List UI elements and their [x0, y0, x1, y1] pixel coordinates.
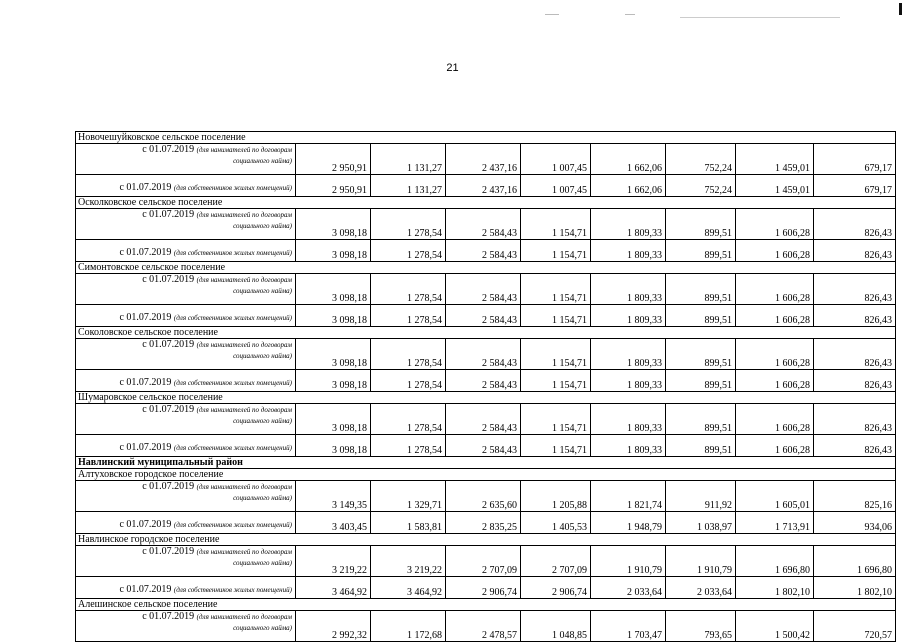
row-label — [76, 404, 296, 435]
tariff-value: 1 154,71 — [521, 274, 591, 305]
tariff-value: 899,51 — [666, 435, 736, 457]
tariff-value: 1 278,54 — [371, 274, 446, 305]
tariff-value: 1 809,33 — [591, 339, 666, 370]
tariff-table — [75, 131, 896, 642]
settlement-title: Осколковское сельское поселение — [76, 197, 896, 209]
row-label — [76, 546, 296, 577]
row-label — [76, 370, 296, 392]
settlement-title: Алтуховское городское поселение — [76, 469, 896, 481]
tariff-value: 1 809,33 — [591, 305, 666, 327]
tariff-value: 1 821,74 — [591, 481, 666, 512]
tariff-value: 3 098,18 — [296, 404, 371, 435]
owners-note: (для собственников жилых помещений) — [173, 184, 292, 192]
settlement-header-row — [76, 599, 896, 611]
tariff-value: 3 098,18 — [296, 209, 371, 240]
tenants-note-line1: (для нанимателей по договорам — [196, 276, 292, 284]
owners-tariff-row — [76, 305, 896, 327]
tariff-value: 1 910,79 — [591, 546, 666, 577]
tariff-value: 3 219,22 — [296, 546, 371, 577]
settlement-title: Алешинское сельское поселение — [76, 599, 896, 611]
tariff-value: 2 033,64 — [666, 577, 736, 599]
tenants-tariff-row — [76, 611, 896, 642]
tariff-value: 1 583,81 — [371, 512, 446, 534]
row-label — [76, 175, 296, 197]
tariff-value: 899,51 — [666, 240, 736, 262]
tariff-value: 2 478,57 — [446, 611, 521, 642]
tariff-value: 1 154,71 — [521, 435, 591, 457]
tariff-value: 1 131,27 — [371, 175, 446, 197]
date-prefix: с 01.07.2019 — [119, 312, 172, 323]
tariff-value: 1 278,54 — [371, 404, 446, 435]
owners-note: (для собственников жилых помещений) — [173, 314, 292, 322]
tariff-value: 1 007,45 — [521, 144, 591, 175]
tariff-value: 899,51 — [666, 209, 736, 240]
tariff-value: 1 154,71 — [521, 339, 591, 370]
tariff-value: 2 584,43 — [446, 240, 521, 262]
tariff-value: 1 662,06 — [591, 175, 666, 197]
tariff-value: 899,51 — [666, 274, 736, 305]
tariff-value: 826,43 — [814, 240, 896, 262]
tariff-value: 1 662,06 — [591, 144, 666, 175]
settlement-header-row — [76, 132, 896, 144]
tenants-note-line1: (для нанимателей по договорам — [196, 341, 292, 349]
tariff-value: 1 038,97 — [666, 512, 736, 534]
tariff-value: 679,17 — [814, 144, 896, 175]
tariff-value: 1 605,01 — [736, 481, 814, 512]
tariff-value: 2 584,43 — [446, 274, 521, 305]
tariff-value: 2 584,43 — [446, 305, 521, 327]
owners-tariff-row — [76, 577, 896, 599]
tariff-value: 1 154,71 — [521, 240, 591, 262]
tariff-value: 1 809,33 — [591, 370, 666, 392]
page-number: 21 — [446, 62, 459, 74]
tariff-value: 2 906,74 — [521, 577, 591, 599]
tariff-value: 826,43 — [814, 274, 896, 305]
tariff-value: 1 459,01 — [736, 175, 814, 197]
settlement-title: Шумаровское сельское поселение — [76, 392, 896, 404]
row-label — [76, 305, 296, 327]
tariff-value: 1 809,33 — [591, 240, 666, 262]
tenants-tariff-row — [76, 144, 896, 175]
tariff-value: 2 437,16 — [446, 175, 521, 197]
date-prefix: с 01.07.2019 — [119, 584, 172, 595]
tariff-value: 1 809,33 — [591, 274, 666, 305]
tariff-value: 1 948,79 — [591, 512, 666, 534]
tariff-value: 1 154,71 — [521, 305, 591, 327]
settlement-header-row — [76, 469, 896, 481]
tariff-value: 826,43 — [814, 305, 896, 327]
owners-note: (для собственников жилых помещений) — [173, 444, 292, 452]
tariff-value: 826,43 — [814, 404, 896, 435]
tenants-note-line1: (для нанимателей по договорам — [196, 613, 292, 621]
tariff-value: 1 809,33 — [591, 209, 666, 240]
settlement-header-row — [76, 392, 896, 404]
tariff-value: 1 696,80 — [736, 546, 814, 577]
date-prefix: с 01.07.2019 — [142, 144, 195, 155]
tariff-value: 1 606,28 — [736, 339, 814, 370]
tariff-value: 1 713,91 — [736, 512, 814, 534]
tariff-value: 1 278,54 — [371, 240, 446, 262]
settlement-title: Новочешуйковское сельское поселение — [76, 132, 896, 144]
tariff-value: 3 149,35 — [296, 481, 371, 512]
owners-tariff-row — [76, 240, 896, 262]
tariff-value: 3 403,45 — [296, 512, 371, 534]
tenants-note-line2: социального найма) — [233, 157, 292, 165]
tariff-value: 2 437,16 — [446, 144, 521, 175]
tenants-tariff-row — [76, 404, 896, 435]
tariff-value: 2 707,09 — [446, 546, 521, 577]
settlement-title: Симонтовское сельское поселение — [76, 262, 896, 274]
settlement-header-row — [76, 197, 896, 209]
tariff-value: 899,51 — [666, 404, 736, 435]
tariff-value: 1 278,54 — [371, 209, 446, 240]
tenants-tariff-row — [76, 481, 896, 512]
tariff-value: 1 809,33 — [591, 435, 666, 457]
tenants-note-line2: социального найма) — [233, 417, 292, 425]
tariff-value: 3 098,18 — [296, 339, 371, 370]
tariff-value: 1 405,53 — [521, 512, 591, 534]
row-label — [76, 144, 296, 175]
tenants-note-line1: (для нанимателей по договорам — [196, 406, 292, 414]
tariff-value: 1 278,54 — [371, 370, 446, 392]
row-label — [76, 339, 296, 370]
tariff-value: 1 606,28 — [736, 370, 814, 392]
tariff-value: 2 950,91 — [296, 175, 371, 197]
row-label — [76, 274, 296, 305]
tariff-value: 1 606,28 — [736, 435, 814, 457]
tenants-note-line2: социального найма) — [233, 559, 292, 567]
tenants-tariff-row — [76, 209, 896, 240]
tenants-note-line2: социального найма) — [233, 352, 292, 360]
tariff-value: 934,06 — [814, 512, 896, 534]
owners-note: (для собственников жилых помещений) — [173, 521, 292, 529]
tariff-value: 1 606,28 — [736, 209, 814, 240]
tariff-value: 1 131,27 — [371, 144, 446, 175]
tenants-tariff-row — [76, 339, 896, 370]
tariff-value: 752,24 — [666, 144, 736, 175]
tenants-note-line1: (для нанимателей по договорам — [196, 146, 292, 154]
date-prefix: с 01.07.2019 — [119, 519, 172, 530]
tariff-value: 2 835,25 — [446, 512, 521, 534]
settlement-title: Навлинское городское поселение — [76, 534, 896, 546]
tariff-value: 2 707,09 — [521, 546, 591, 577]
scan-speck — [545, 14, 559, 15]
tariff-value: 1 606,28 — [736, 404, 814, 435]
tariff-value: 2 584,43 — [446, 435, 521, 457]
date-prefix: с 01.07.2019 — [142, 274, 195, 285]
tariff-value: 3 219,22 — [371, 546, 446, 577]
date-prefix: с 01.07.2019 — [142, 339, 195, 350]
owners-note: (для собственников жилых помещений) — [173, 249, 292, 257]
tariff-value: 3 098,18 — [296, 370, 371, 392]
date-prefix: с 01.07.2019 — [142, 209, 195, 220]
tariff-value: 1 278,54 — [371, 339, 446, 370]
tariff-value: 1 696,80 — [814, 546, 896, 577]
date-prefix: с 01.07.2019 — [119, 247, 172, 258]
tenants-note-line2: социального найма) — [233, 222, 292, 230]
date-prefix: с 01.07.2019 — [119, 442, 172, 453]
tenants-tariff-row — [76, 546, 896, 577]
row-label — [76, 512, 296, 534]
tariff-value: 1 048,85 — [521, 611, 591, 642]
owners-note: (для собственников жилых помещений) — [173, 586, 292, 594]
scan-speck — [625, 14, 635, 15]
scan-corner-mark — [899, 3, 902, 15]
tariff-value: 1 172,68 — [371, 611, 446, 642]
tariff-value: 826,43 — [814, 339, 896, 370]
tariff-value: 2 584,43 — [446, 370, 521, 392]
date-prefix: с 01.07.2019 — [119, 182, 172, 193]
row-label — [76, 240, 296, 262]
row-label — [76, 481, 296, 512]
tariff-value: 2 906,74 — [446, 577, 521, 599]
tariff-value: 899,51 — [666, 339, 736, 370]
tariff-value: 1 329,71 — [371, 481, 446, 512]
tenants-note-line1: (для нанимателей по договорам — [196, 483, 292, 491]
tariff-value: 2 635,60 — [446, 481, 521, 512]
owners-note: (для собственников жилых помещений) — [173, 379, 292, 387]
tariff-value: 2 584,43 — [446, 404, 521, 435]
owners-tariff-row — [76, 435, 896, 457]
tariff-value: 3 464,92 — [371, 577, 446, 599]
owners-tariff-row — [76, 512, 896, 534]
tenants-note-line1: (для нанимателей по договорам — [196, 548, 292, 556]
owners-tariff-row — [76, 175, 896, 197]
tenants-note-line1: (для нанимателей по договорам — [196, 211, 292, 219]
tariff-value: 2 950,91 — [296, 144, 371, 175]
tariff-value: 826,43 — [814, 209, 896, 240]
tariff-value: 1 703,47 — [591, 611, 666, 642]
date-prefix: с 01.07.2019 — [119, 377, 172, 388]
tariff-value: 1 007,45 — [521, 175, 591, 197]
settlement-header-row — [76, 534, 896, 546]
tariff-value: 2 033,64 — [591, 577, 666, 599]
tariff-value: 3 098,18 — [296, 305, 371, 327]
tariff-value: 826,43 — [814, 435, 896, 457]
tariff-value: 1 278,54 — [371, 305, 446, 327]
tariff-value: 3 098,18 — [296, 240, 371, 262]
tariff-value: 679,17 — [814, 175, 896, 197]
scan-speck — [680, 17, 840, 18]
tariff-value: 1 606,28 — [736, 274, 814, 305]
tariff-value: 899,51 — [666, 370, 736, 392]
tariff-value: 1 459,01 — [736, 144, 814, 175]
tariff-value: 752,24 — [666, 175, 736, 197]
settlement-title: Соколовское сельское поселение — [76, 327, 896, 339]
tariff-value: 1 154,71 — [521, 209, 591, 240]
tariff-value: 826,43 — [814, 370, 896, 392]
tariff-value: 1 500,42 — [736, 611, 814, 642]
tariff-value: 3 098,18 — [296, 435, 371, 457]
tariff-value: 1 802,10 — [736, 577, 814, 599]
row-label — [76, 209, 296, 240]
tariff-value: 3 464,92 — [296, 577, 371, 599]
tenants-note-line2: социального найма) — [233, 287, 292, 295]
tariff-value: 793,65 — [666, 611, 736, 642]
tariff-value: 1 809,33 — [591, 404, 666, 435]
tariff-value: 1 606,28 — [736, 305, 814, 327]
tariff-value: 3 098,18 — [296, 274, 371, 305]
row-label — [76, 611, 296, 642]
tariff-value: 1 154,71 — [521, 370, 591, 392]
tenants-note-line2: социального найма) — [233, 494, 292, 502]
row-label — [76, 435, 296, 457]
row-label — [76, 577, 296, 599]
tariff-value: 1 278,54 — [371, 435, 446, 457]
tariff-value: 2 584,43 — [446, 209, 521, 240]
date-prefix: с 01.07.2019 — [142, 611, 195, 622]
district-header-row — [76, 457, 896, 469]
settlement-header-row — [76, 262, 896, 274]
tariff-value: 2 992,32 — [296, 611, 371, 642]
tariff-value: 1 205,88 — [521, 481, 591, 512]
settlement-header-row — [76, 327, 896, 339]
date-prefix: с 01.07.2019 — [142, 546, 195, 557]
tariff-value: 720,57 — [814, 611, 896, 642]
tariff-value: 1 154,71 — [521, 404, 591, 435]
tariff-value: 2 584,43 — [446, 339, 521, 370]
tenants-tariff-row — [76, 274, 896, 305]
tariff-value: 1 910,79 — [666, 546, 736, 577]
tariff-value: 1 606,28 — [736, 240, 814, 262]
tariff-table-body — [76, 132, 896, 642]
tariff-value: 911,92 — [666, 481, 736, 512]
date-prefix: с 01.07.2019 — [142, 404, 195, 415]
tenants-note-line2: социального найма) — [233, 624, 292, 632]
tariff-value: 899,51 — [666, 305, 736, 327]
owners-tariff-row — [76, 370, 896, 392]
tariff-value: 825,16 — [814, 481, 896, 512]
date-prefix: с 01.07.2019 — [142, 481, 195, 492]
district-title: Навлинский муниципальный район — [76, 457, 896, 469]
tariff-value: 1 802,10 — [814, 577, 896, 599]
